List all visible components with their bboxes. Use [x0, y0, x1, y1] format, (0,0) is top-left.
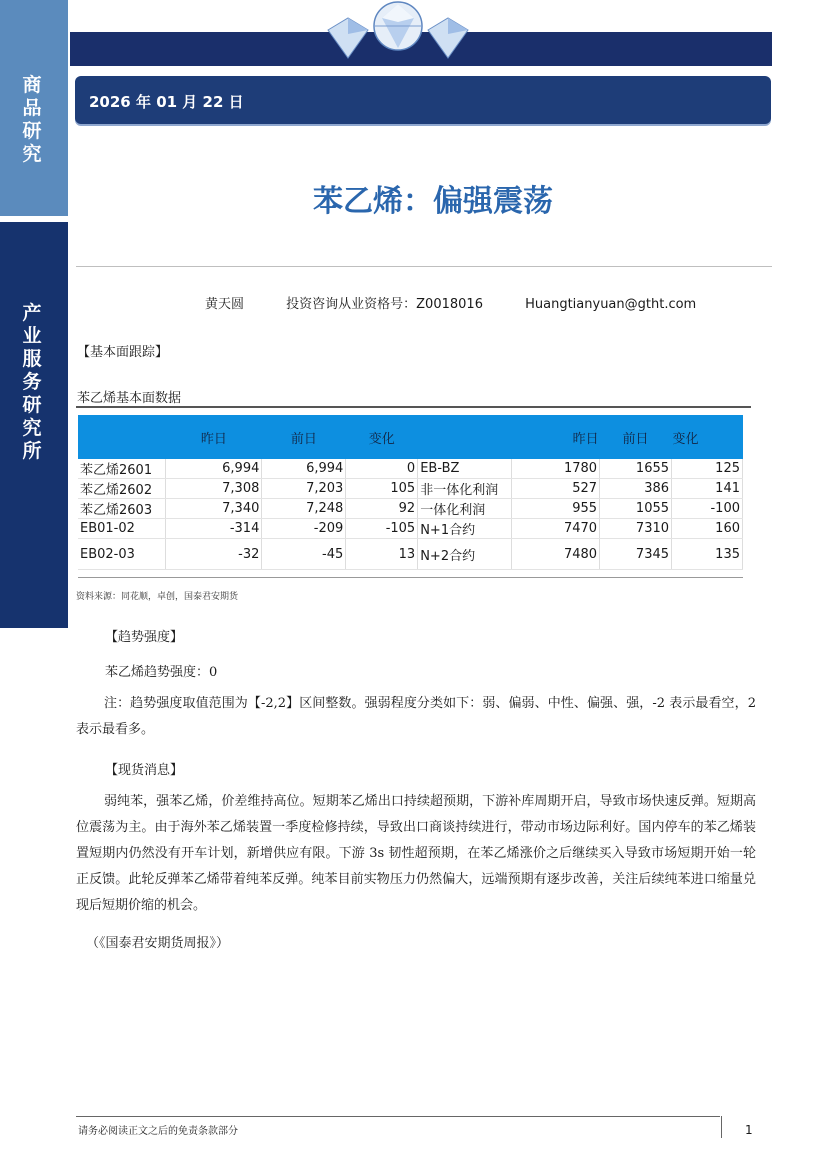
table-cell: 92 — [346, 499, 418, 519]
fundamentals-heading: 【基本面跟踪】 — [77, 345, 169, 360]
table-header-cell: 变化 — [672, 415, 743, 459]
author-license: 投资咨询从业资格号：Z0018016 — [286, 297, 483, 312]
fundamentals-table — [78, 415, 743, 570]
table-cell: 527 — [512, 479, 600, 499]
table-source: 资料来源：同花顺，卓创，国泰君安期货 — [76, 592, 239, 602]
news-citation: （《国泰君安期货周报》） — [86, 936, 230, 951]
sidebar-department-label: 产业服务研究所 — [22, 302, 42, 462]
table-cell: 1055 — [600, 499, 672, 519]
table-header-cell: 昨日 — [512, 415, 600, 459]
table-cell: N+1合约 — [418, 519, 512, 539]
table-cell: 141 — [672, 479, 743, 499]
table-cell: 苯乙烯2602 — [78, 479, 166, 499]
news-body: 弱纯苯，强苯乙烯，价差维持高位。短期苯乙烯出口持续超预期，下游补库周期开启，导致市场快速反弹。短期高位震荡为主。由于海外苯乙烯装置一季度检修持续，导致出口商谈持续进行，带动市场边际利好。国内停车的苯乙烯装置短期内仍然没有开车计划，新增供应有限。下游 3s 韧性超预期，在苯乙烯涨价之后继续买入导致市场短期开始一轮正反馈。此轮反弹苯乙烯带着纯苯反弹。纯苯目前实物压力仍然偏大，远端预期有逐步改善，关注后续纯苯进口缩量兑现后短期价缩的机会。 — [76, 794, 756, 913]
trend-note: 注：趋势强度取值范围为【-2,2】区间整数。强弱程度分类如下：弱、偏弱、中性、偏强、强，-2 表示最看空，2 表示最看多。 — [76, 696, 756, 737]
table-header-cell: 前日 — [600, 415, 672, 459]
table-cell: 7,308 — [166, 479, 262, 499]
table-cell: N+2合约 — [418, 539, 512, 570]
table-cell: 0 — [346, 459, 418, 479]
title-divider — [76, 266, 772, 267]
table-cell: 7470 — [512, 519, 600, 539]
table-cell: 7,248 — [262, 499, 346, 519]
table-cell: EB02-03 — [78, 539, 166, 570]
table-cell: 160 — [672, 519, 743, 539]
table-row — [78, 459, 743, 479]
table-cell: 135 — [672, 539, 743, 570]
table-cell: 6,994 — [262, 459, 346, 479]
table-caption: 苯乙烯基本面数据 — [77, 391, 182, 406]
table-cell: 7345 — [600, 539, 672, 570]
table-cell: -105 — [346, 519, 418, 539]
table-cell: 125 — [672, 459, 743, 479]
table-cell: EB-BZ — [418, 459, 512, 479]
table-cell: -100 — [672, 499, 743, 519]
table-bottom-rule — [78, 577, 743, 578]
footer-divider — [76, 1116, 720, 1117]
table-cell: 386 — [600, 479, 672, 499]
table-cell: 7,203 — [262, 479, 346, 499]
diamond-logo-icon — [320, 0, 476, 66]
table-cell: 非一体化利润 — [418, 479, 512, 499]
table-cell: -45 — [262, 539, 346, 570]
report-title: 苯乙烯：偏强震荡 — [313, 184, 553, 219]
table-header-cell: 变化 — [346, 415, 418, 459]
table-header-cell — [78, 415, 166, 459]
table-cell: 7,340 — [166, 499, 262, 519]
footer-vertical-divider — [721, 1116, 722, 1138]
table-cell: 955 — [512, 499, 600, 519]
table-cell: -32 — [166, 539, 262, 570]
table-row — [78, 519, 743, 539]
trend-value: 苯乙烯趋势强度：0 — [105, 665, 218, 680]
table-cell: 7480 — [512, 539, 600, 570]
table-header-cell: 前日 — [262, 415, 346, 459]
table-cell: 一体化利润 — [418, 499, 512, 519]
table-cell: 苯乙烯2601 — [78, 459, 166, 479]
table-cell: 6,994 — [166, 459, 262, 479]
table-row — [78, 479, 743, 499]
page-number: 1 — [745, 1123, 753, 1137]
caption-divider — [76, 406, 751, 408]
table-header-cell — [418, 415, 512, 459]
trend-heading: 【趋势强度】 — [105, 630, 184, 645]
sidebar-category-label: 商品研究 — [22, 74, 42, 165]
table-cell: 13 — [346, 539, 418, 570]
footer-disclaimer[interactable]: 请务必阅读正文之后的免责条款部分 — [78, 1126, 238, 1137]
table-header-row — [78, 415, 743, 459]
author-name: 黄天圆 — [205, 297, 245, 312]
table-cell: -314 — [166, 519, 262, 539]
date-bar — [75, 76, 771, 124]
table-cell: EB01-02 — [78, 519, 166, 539]
table-row — [78, 499, 743, 519]
table-cell: 1780 — [512, 459, 600, 479]
table-cell: 苯乙烯2603 — [78, 499, 166, 519]
table-cell: -209 — [262, 519, 346, 539]
author-line — [205, 293, 734, 312]
sidebar-department — [0, 222, 68, 628]
news-heading: 【现货消息】 — [105, 763, 184, 778]
table-cell: 7310 — [600, 519, 672, 539]
table-header-cell: 昨日 — [166, 415, 262, 459]
table-cell: 105 — [346, 479, 418, 499]
table-cell: 1655 — [600, 459, 672, 479]
author-email[interactable]: Huangtianyuan@gtht.com — [525, 297, 697, 312]
table-row — [78, 539, 743, 570]
report-date: 2026 年 01 月 22 日 — [89, 93, 244, 111]
